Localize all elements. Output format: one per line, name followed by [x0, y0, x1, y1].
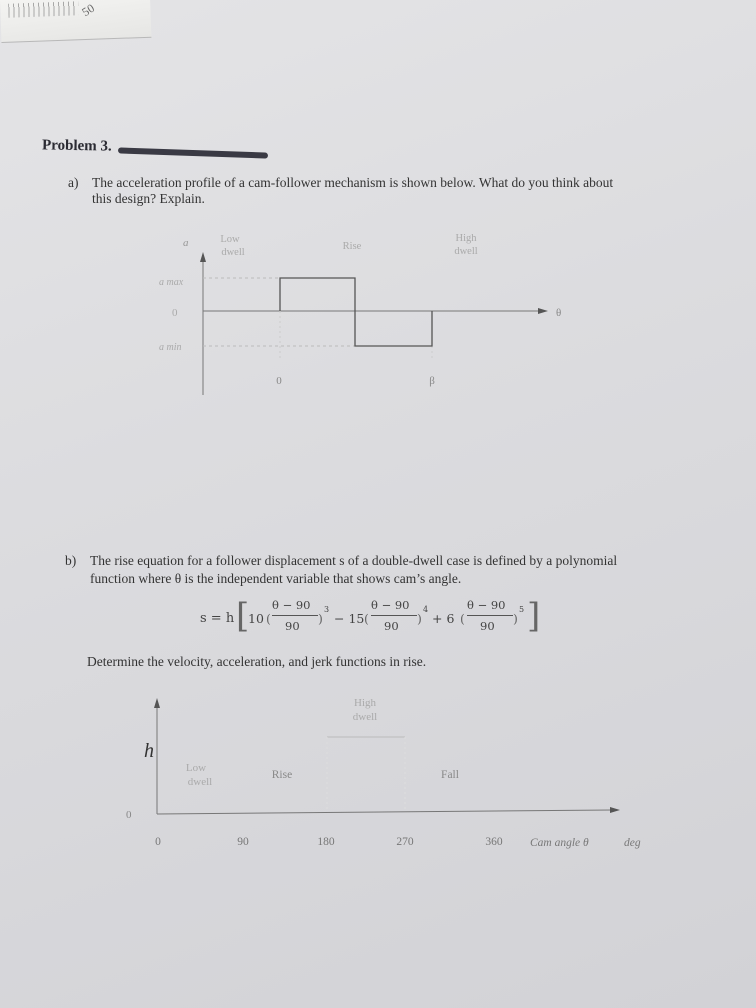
fig-a-y-label: a — [183, 237, 189, 249]
fig-b-tick-0: 0 — [155, 836, 161, 848]
eq-coef-2: − 15 — [334, 611, 365, 626]
fig-a-high-dwell-1: High — [455, 233, 477, 244]
eq-coef-1: 10 — [248, 611, 264, 626]
eq-num-1: θ − 90 — [272, 598, 311, 612]
eq-paren-1: ( — [266, 611, 271, 626]
eq-num-3: θ − 90 — [467, 598, 506, 612]
eq-close-paren-1: ) — [318, 611, 323, 626]
eq-right-bracket: ] — [527, 596, 541, 636]
problem-title: Problem 3. — [41, 137, 112, 155]
eq-pow-3: 5 — [519, 605, 525, 614]
fig-a-low-dwell-2: dwell — [221, 247, 245, 258]
eq-pow-1: 3 — [324, 605, 330, 614]
fig-b-h-label: h — [144, 740, 154, 762]
fig-b-low-dwell-2: dwell — [187, 776, 213, 788]
eq-lhs: s = h — [200, 611, 235, 626]
fig-b-tick-180: 180 — [317, 836, 335, 848]
fig-a-amax-label: a max — [159, 277, 184, 288]
eq-den-1: 90 — [285, 619, 300, 633]
part-b-instruction: Determine the velocity, acceleration, and jerk functions in rise. — [87, 654, 427, 669]
eq-den-2: 90 — [384, 619, 399, 633]
fig-b-rise-label: Rise — [271, 769, 293, 781]
fig-b-high-dwell-2: dwell — [352, 711, 378, 723]
part-b-label: b) — [65, 553, 77, 568]
fig-b-tick-270: 270 — [396, 836, 414, 848]
fig-b-x-label: Cam angle θ — [530, 837, 589, 849]
fig-b-fall-label: Fall — [441, 769, 459, 781]
fig-a-low-dwell-1: Low — [220, 234, 240, 245]
fig-a-tick-beta: β — [429, 375, 435, 387]
fig-b-zero-y: 0 — [126, 809, 132, 821]
eq-den-3: 90 — [480, 619, 495, 633]
fig-b-x-axis — [157, 810, 612, 814]
eq-paren-3: ( — [460, 611, 465, 626]
fig-b-tick-360: 360 — [485, 836, 503, 848]
eq-close-paren-3: ) — [513, 611, 518, 626]
fig-a-amin-label: a min — [159, 342, 182, 353]
fig-a-x-label: θ — [556, 307, 562, 319]
part-b-line2: function where θ is the independent variable that shows cam’s angle. — [90, 571, 462, 586]
eq-left-bracket: [ — [236, 596, 250, 636]
fig-b-high-dwell-1: High — [354, 697, 376, 709]
fig-b-x-unit: deg — [624, 837, 641, 849]
fig-b-y-arrow — [154, 698, 160, 708]
part-a-line1: The acceleration profile of a cam-follower mechanism is shown below. What do you think about — [92, 175, 614, 190]
eq-num-2: θ − 90 — [371, 598, 410, 612]
corner-number: 50 — [79, 0, 97, 20]
eq-pow-2: 4 — [423, 605, 429, 614]
eq-paren-2: ( — [364, 611, 369, 626]
part-a-line2: this design? Explain. — [92, 191, 205, 206]
fig-b-low-dwell-1: Low — [185, 762, 207, 774]
part-b-line1: The rise equation for a follower displacement s of a double-dwell case is defined by a polynomial — [90, 553, 618, 568]
eq-close-paren-2: ) — [417, 611, 422, 626]
eq-coef-3: + 6 — [432, 611, 455, 626]
fig-a-tick-zero: 0 — [276, 375, 282, 387]
fig-b-tick-90: 90 — [237, 836, 249, 848]
fig-a-high-dwell-2: dwell — [454, 246, 478, 257]
fig-b-x-arrow — [610, 807, 620, 813]
fig-a-rise-label: Rise — [342, 241, 362, 252]
part-a-label: a) — [68, 175, 79, 190]
fig-a-zero-label: 0 — [172, 307, 178, 319]
